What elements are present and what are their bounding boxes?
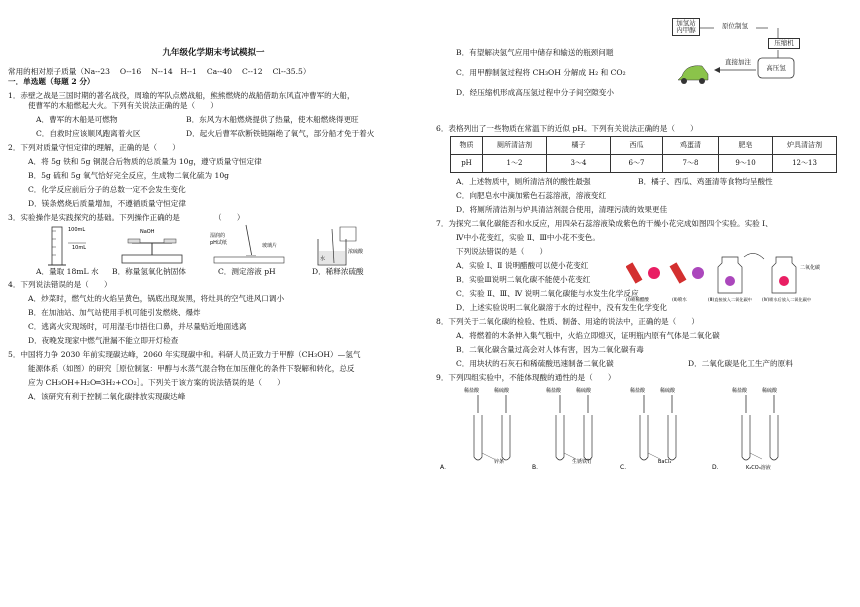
q7-co2-label: 二氧化碳 bbox=[800, 265, 821, 271]
q4-option-a[interactable]: A．炒菜时，燃气灶的火焰呈黄色，锅底出现炭黑，将灶具的空气进风口调小 bbox=[28, 294, 285, 304]
q5-option-d[interactable]: D．经压缩机形成高压氢过程中分子间空隙变小 bbox=[456, 88, 614, 97]
ph-table-cell: 9～10 bbox=[719, 155, 773, 173]
q5-option-c[interactable]: C．用甲醇制氢过程将 CH₃OH 分解成 H₂ 和 CO₂ bbox=[456, 68, 626, 77]
ph-table-row bbox=[451, 155, 837, 173]
q3-option-a[interactable]: A．量取 18mL 水 bbox=[36, 266, 99, 276]
ph-table-cell: 12～13 bbox=[773, 155, 837, 173]
q3-label-water: 水 bbox=[320, 255, 326, 262]
q3-option-d[interactable]: D．稀释浓硫酸 bbox=[312, 266, 364, 276]
q3-label-10ml: 10mL bbox=[72, 244, 87, 251]
ph-table-cell: 橘子 bbox=[547, 137, 611, 155]
q7-option-a[interactable]: A．实验 Ⅰ、Ⅱ 说明醋酸可以使小花变红 bbox=[456, 261, 589, 270]
q9-acid-label-c2: 稀硫酸 bbox=[660, 388, 676, 394]
q3-option-c[interactable]: C．测定溶液 pH bbox=[218, 266, 276, 276]
ph-table-cell: 7～8 bbox=[663, 155, 719, 173]
q9-acid-label-d2: 稀硫酸 bbox=[762, 388, 778, 394]
q1-stem2: 使曹军的木船燃起大火。下列有关说法正确的是（ ） bbox=[28, 100, 218, 110]
q7-option-b[interactable]: B．实验Ⅲ说明二氧化碳不能使小花变红 bbox=[456, 275, 591, 284]
flow-refuel: 直接加注 bbox=[725, 58, 751, 66]
q3-label-ph-paper: pH试纸 bbox=[210, 239, 227, 246]
q5-stem2: 能源体系（如图）的研究［原位制氢：甲醇与水蒸气混合物在加压催化的条件下裂解和转化，总反 bbox=[28, 364, 355, 374]
graduated-cylinder-figure bbox=[36, 223, 100, 267]
exam-title: 九年级化学期末考试模拟一 bbox=[162, 48, 265, 58]
ph-table-cell: 炉具清洁剂 bbox=[773, 137, 837, 155]
q7-stem3: 下列说法错误的是（ ） bbox=[456, 247, 548, 256]
question-9 bbox=[436, 373, 849, 475]
flow-hp-hydrogen: 高压氢 bbox=[766, 64, 786, 72]
section-heading: 一．单选题（每题 2 分） bbox=[8, 76, 95, 86]
flower-experiment-figure bbox=[626, 249, 826, 307]
q6-option-a[interactable]: A．上述物质中，厕所清洁剂的酸性最强 bbox=[456, 177, 591, 186]
q7-stem2: Ⅳ中小花变红，实验 Ⅱ、Ⅲ中小花不变色。 bbox=[456, 233, 600, 242]
q5-option-b[interactable]: B．有望解决氢气应用中储存和输送的瓶颈问题 bbox=[456, 48, 614, 57]
flow-station: 加氢站 内甲醇 bbox=[672, 18, 700, 36]
q4-stem: 4．下列说法错误的是（ ） bbox=[8, 280, 112, 290]
q7-caption-1: (Ⅰ)喷稀醋酸 bbox=[626, 298, 649, 303]
q9-test-tube-figure bbox=[436, 383, 846, 473]
ph-test-figure bbox=[206, 223, 298, 267]
q7-option-d[interactable]: D．上述实验说明二氧化碳溶于水的过程中，没有发生化学变化 bbox=[456, 303, 668, 312]
q3-label-wet: 湿润的 bbox=[210, 232, 226, 239]
q9-acid-label-a1: 稀盐酸 bbox=[464, 388, 480, 394]
question-7 bbox=[436, 219, 849, 313]
q3-figures bbox=[8, 223, 419, 267]
ph-table-cell: pH bbox=[451, 155, 483, 173]
q2-option-d[interactable]: D．镁条燃烧后质量增加，不遵循质量守恒定律 bbox=[28, 198, 186, 208]
q5-stem3: 应为 CH₃OH+H₂O═3H₂+CO₂］。下列关于该方案的说法错误的是（ ） bbox=[28, 378, 285, 388]
q8-stem: 8．下列关于二氧化碳的检验、性质、制备、用途的说法中，正确的是（ ） bbox=[436, 317, 700, 326]
q7-caption-4: (Ⅳ)喷水后放入二氧化碳中 bbox=[762, 297, 812, 302]
ph-table-cell: 西瓜 bbox=[611, 137, 663, 155]
ph-table-header-row bbox=[451, 137, 837, 155]
question-4 bbox=[8, 280, 419, 346]
q4-option-b[interactable]: B．在加油站、加气站使用手机可能引发燃烧、爆炸 bbox=[28, 308, 201, 318]
q8-option-b[interactable]: B．二氧化碳含量过高会对人体有害，因为二氧化碳有毒 bbox=[456, 345, 644, 354]
q4-option-c[interactable]: C．逃离火灾现场时，可用湿毛巾捂住口鼻，并尽量贴近地面逃离 bbox=[28, 322, 247, 332]
q7-stem: 7．为探究二氧化碳能否和水反应，用四朵石蕊溶液染成紫色的干燥小花完成如图四个实验。实验 Ⅰ、 bbox=[436, 219, 773, 228]
q1-option-c[interactable]: C．自救时应该顺风跑离着火区 bbox=[36, 128, 141, 138]
hydrogen-flow-diagram bbox=[672, 14, 804, 120]
q1-option-d[interactable]: D．起火后曹军砍断铁链隔绝了氧气，部分船才免于着火 bbox=[186, 128, 375, 138]
q9-acid-label-c1: 稀盐酸 bbox=[630, 388, 646, 394]
q7-caption-3: (Ⅲ)直接放入二氧化碳中 bbox=[708, 297, 752, 302]
q6-option-b[interactable]: B．橘子、西瓜、鸡蛋清等食物均呈酸性 bbox=[638, 177, 773, 186]
q6-option-c[interactable]: C．向肥皂水中滴加紫色石蕊溶液，溶液变红 bbox=[456, 191, 607, 200]
ph-table bbox=[450, 136, 837, 173]
q8-option-d[interactable]: D．二氧化碳是化工生产的原料 bbox=[688, 359, 793, 368]
q7-option-c[interactable]: C．实验 Ⅱ、Ⅲ、Ⅳ 说明二氧化碳能与水发生化学反应 bbox=[456, 289, 639, 298]
q3-stem: 3．实验操作是实践探究的基础。下列操作正确的是 （ ） bbox=[8, 212, 245, 222]
q9-option-a-label: A． bbox=[440, 464, 451, 471]
balance-figure bbox=[114, 223, 192, 267]
ph-table-cell: 1～2 bbox=[483, 155, 547, 173]
left-column bbox=[0, 0, 425, 607]
q5-stem: 5．中国将力争 2030 年前实现碳达峰，2060 年实现碳中和。科研人员正致力于甲醇（CH₃OH）—氢气 bbox=[8, 350, 361, 360]
q9-reagent-d: K₂CO₃溶液 bbox=[746, 465, 771, 471]
question-5-continued bbox=[436, 19, 849, 124]
q9-reagent-b: 生锈铁钉 bbox=[572, 459, 593, 465]
q9-stem: 9．下列四组实验中，不能体现酸的通性的是（ ） bbox=[436, 373, 616, 382]
flow-compressor: 压缩机 bbox=[768, 38, 800, 49]
q8-option-a[interactable]: A．将燃着的木条伸入集气瓶中，火焰立即熄灭，证明瓶内原有气体是二氧化碳 bbox=[456, 331, 720, 340]
dilution-figure bbox=[312, 223, 372, 267]
q9-acid-label-a2: 稀硫酸 bbox=[494, 388, 510, 394]
q2-option-b[interactable]: B．5g 硫和 5g 氧气恰好完全反应，生成物二氧化硫为 10g bbox=[28, 170, 230, 180]
ph-table-cell: 6～7 bbox=[611, 155, 663, 173]
q1-option-a[interactable]: A．曹军的木船是可燃物 bbox=[36, 114, 118, 124]
q5-option-a[interactable]: A．该研究有利于控制二氧化碳排放实现碳达峰 bbox=[28, 392, 186, 402]
question-2 bbox=[8, 143, 419, 209]
q3-label-naoh: NaOH bbox=[140, 228, 155, 235]
car-icon bbox=[678, 66, 708, 80]
q9-option-c-label: C． bbox=[620, 464, 631, 471]
ph-table-cell: 3～4 bbox=[547, 155, 611, 173]
question-1 bbox=[8, 91, 419, 139]
question-8 bbox=[436, 317, 849, 369]
ph-table-cell: 肥皂 bbox=[719, 137, 773, 155]
q9-acid-label-b2: 稀硫酸 bbox=[576, 388, 592, 394]
q1-option-b[interactable]: B．东风为木船燃烧提供了热量，使木船燃烧得更旺 bbox=[186, 114, 359, 124]
q7-caption-2: (Ⅱ)喷水 bbox=[672, 298, 687, 303]
q9-reagent-c: BaCl₂ bbox=[658, 459, 672, 465]
right-column bbox=[430, 0, 855, 607]
q3-label-acid: 浓硫酸 bbox=[348, 248, 364, 255]
q6-stem: 6．表格列出了一些物质在常温下的近似 pH。下列有关说法正确的是（ ） bbox=[436, 124, 698, 133]
q9-acid-label-b1: 稀盐酸 bbox=[546, 388, 562, 394]
atomic-masses: 常用的相对原子质量（Na--23 O--16 N--14 H--1 Ca--40 C--12 Cl--35.5） bbox=[8, 66, 311, 76]
ph-table-cell: 物质 bbox=[451, 137, 483, 155]
q2-option-c[interactable]: C．化学反应前后分子的总数一定不会发生变化 bbox=[28, 184, 186, 194]
q9-option-b-label: B． bbox=[532, 464, 543, 471]
ph-table-cell: 厕所清洁剂 bbox=[483, 137, 547, 155]
question-3 bbox=[8, 213, 419, 276]
question-6 bbox=[436, 124, 849, 215]
q2-option-a[interactable]: A．将 5g 铁和 5g 铜混合后物质的总质量为 10g，遵守质量守恒定律 bbox=[28, 156, 262, 166]
q3-option-b[interactable]: B．称量氢氧化钠固体 bbox=[112, 266, 186, 276]
q9-option-d-label: D． bbox=[712, 464, 723, 471]
flow-onsite: 原位制氢 bbox=[714, 22, 756, 31]
question-5 bbox=[8, 350, 419, 402]
q9-reagent-a: 锌条 bbox=[494, 459, 505, 465]
q3-label-glass: 玻璃片 bbox=[262, 242, 278, 249]
q3-label-100ml: 100mL bbox=[68, 226, 86, 233]
q9-acid-label-d1: 稀盐酸 bbox=[732, 388, 748, 394]
q8-option-c[interactable]: C．用块状的石灰石和稀硫酸迅速制备二氧化碳 bbox=[456, 359, 614, 368]
q6-option-d[interactable]: D．将厕所清洁剂与炉具清洁剂混合使用，清理污渍的效果更佳 bbox=[456, 205, 668, 214]
ph-table-cell: 鸡蛋清 bbox=[663, 137, 719, 155]
q2-stem: 2．下列对质量守恒定律的理解，正确的是（ ） bbox=[8, 142, 180, 152]
q4-option-d[interactable]: D．夜晚发现家中燃气泄漏不能立即开灯检查 bbox=[28, 336, 179, 346]
q1-stem: 1．赤壁之战是三国时期的著名战役，周瑜的军队点燃战船，熊熊燃烧的战船借助东风直冲曹军的大船， bbox=[8, 90, 355, 100]
